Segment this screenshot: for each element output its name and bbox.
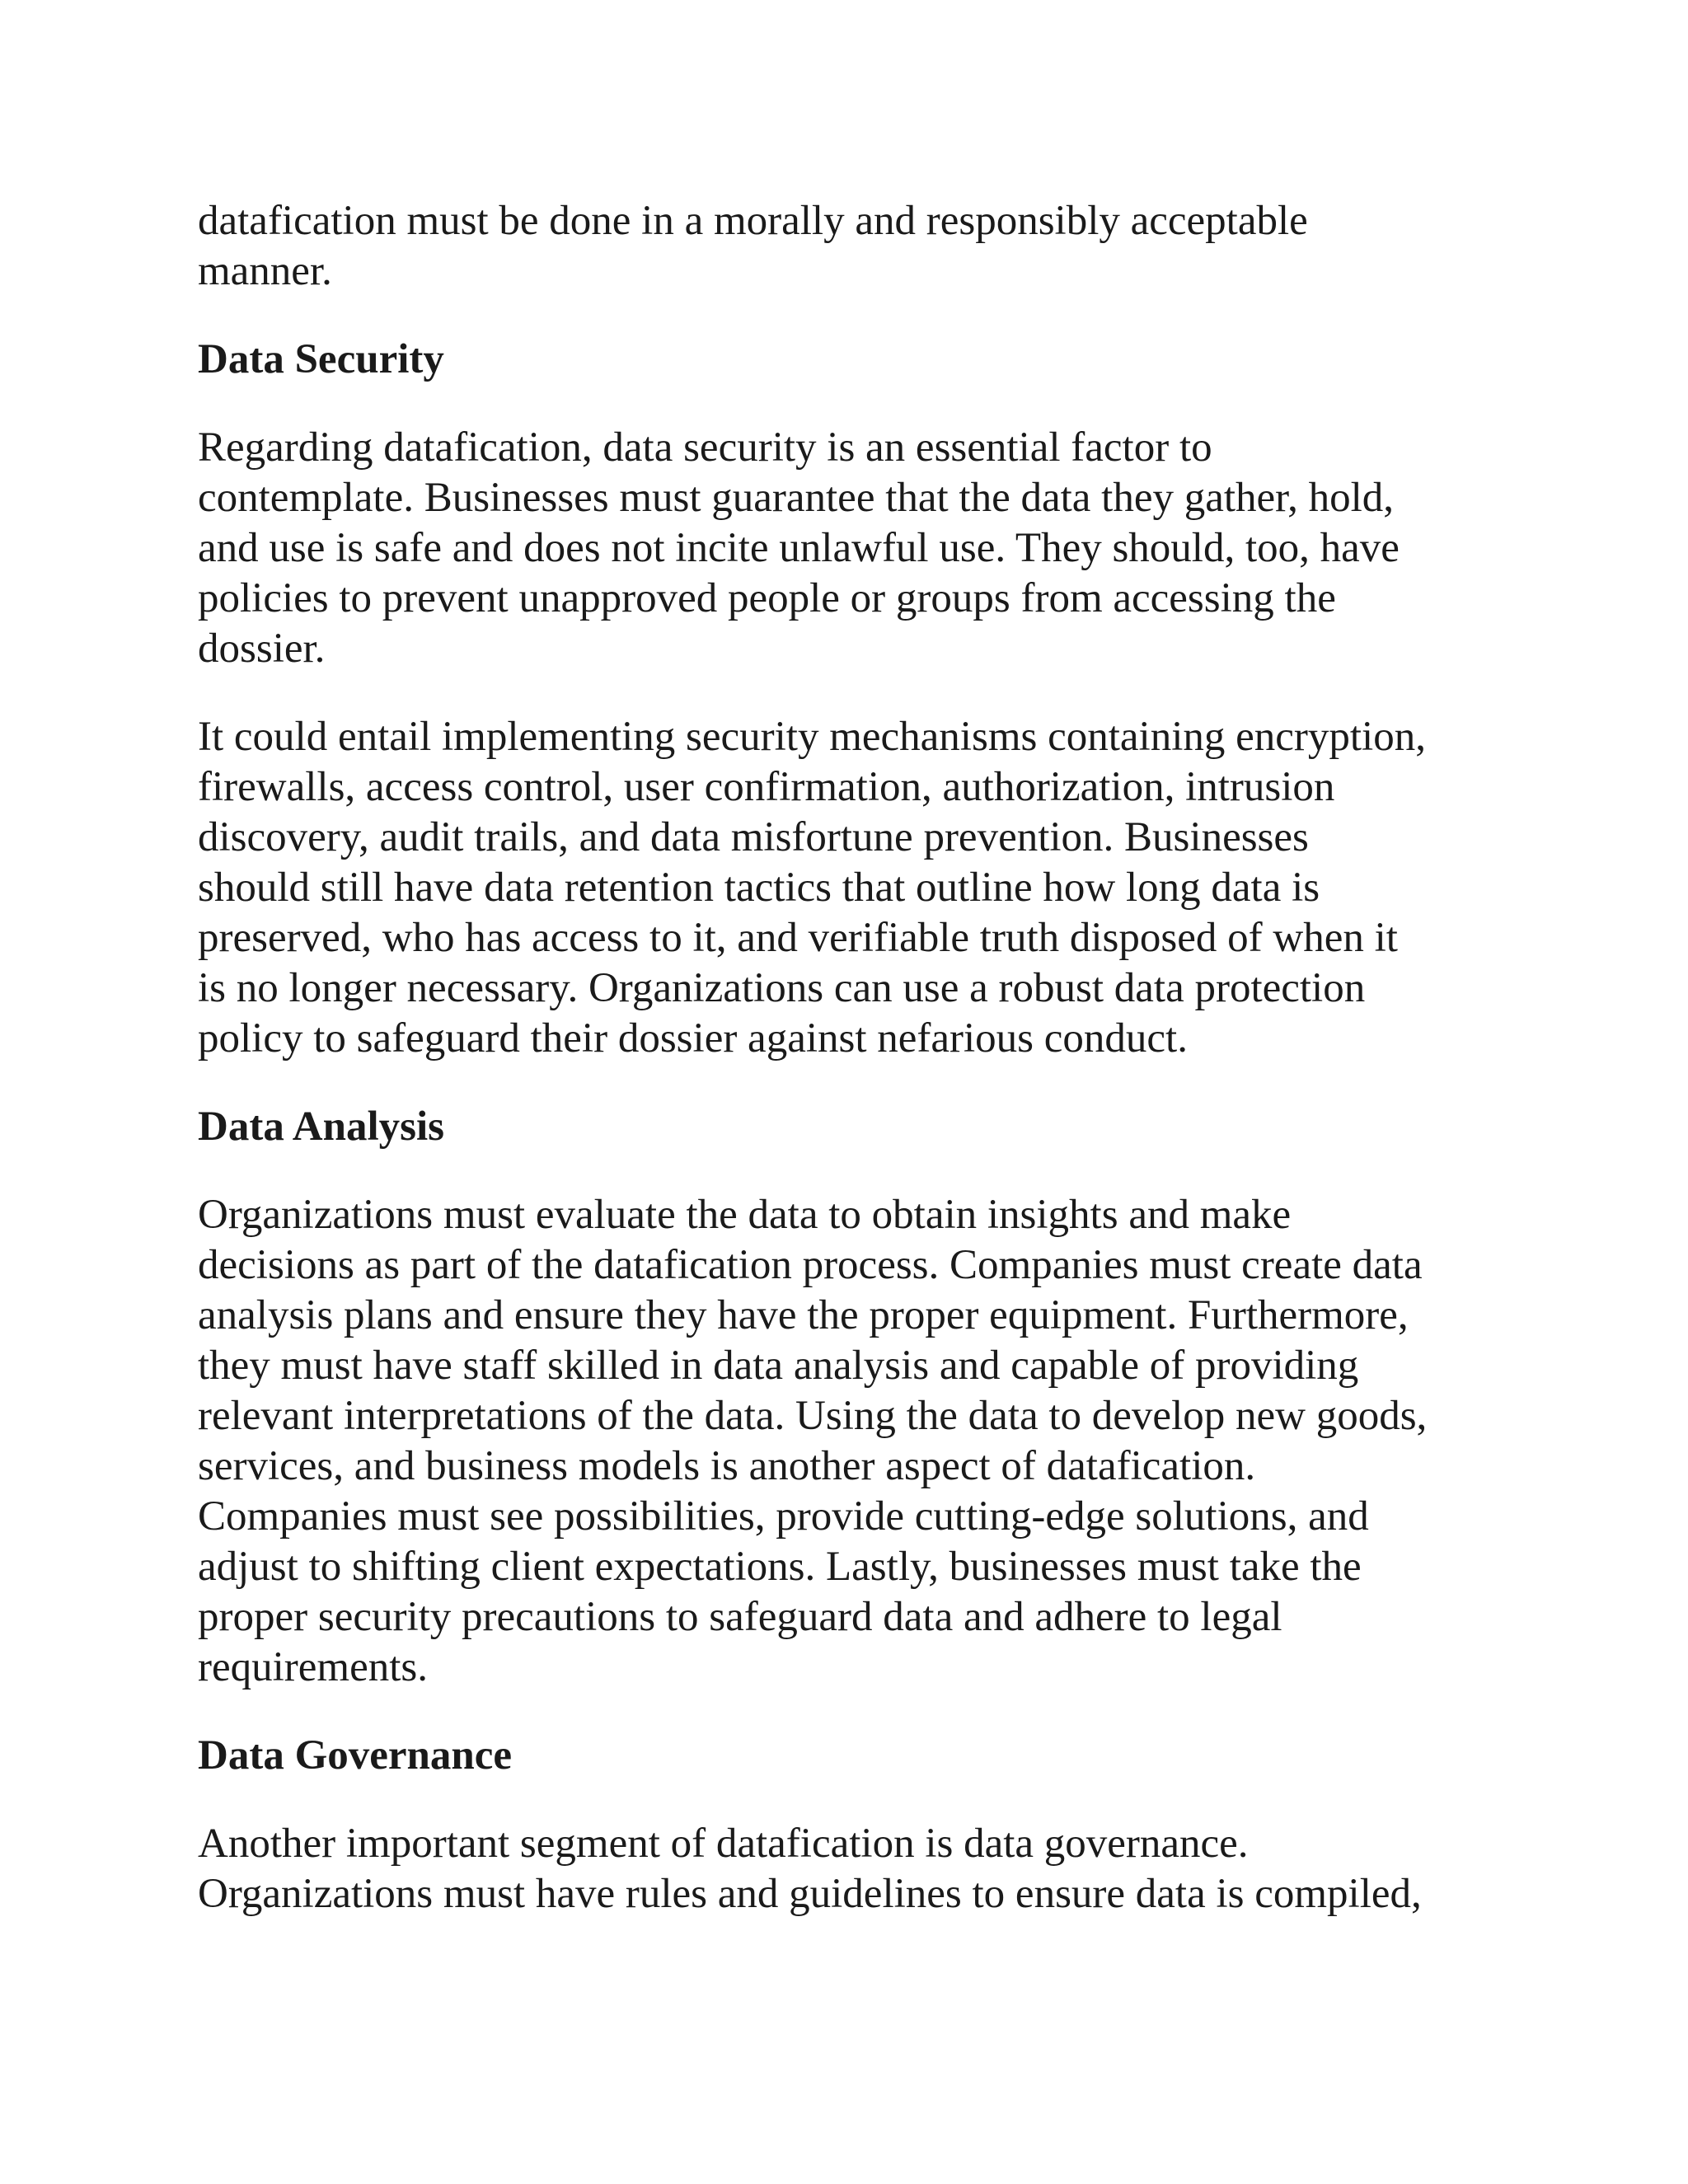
heading-data-governance: Data Governance	[198, 1732, 513, 1779]
paragraph-data-security-1	[198, 423, 1500, 674]
text-line: they must have staff skilled in data analysis and capable of providing	[198, 1343, 1359, 1389]
text-line: dossier.	[198, 626, 326, 672]
text-line: Another important segment of datafication is data governance.	[198, 1821, 1249, 1867]
text-line: Companies must see possibilities, provide cutting-edge solutions, and	[198, 1493, 1369, 1540]
text-line: preserved, who has access to it, and verifiable truth disposed of when it	[198, 915, 1398, 961]
text-line: and use is safe and does not incite unlawful use. They should, too, have	[198, 525, 1400, 571]
text-line: Organizations must evaluate the data to obtain insights and make	[198, 1192, 1292, 1238]
text-line: requirements.	[198, 1644, 428, 1690]
text-line: adjust to shifting client expectations. Lastly, businesses must take the	[198, 1544, 1362, 1590]
paragraph-data-governance	[198, 1819, 1500, 1919]
text-line: discovery, audit trails, and data misfortune prevention. Businesses	[198, 814, 1309, 860]
text-line: Regarding datafication, data security is an essential factor to	[198, 424, 1212, 471]
text-line: firewalls, access control, user confirmation, authorization, intrusion	[198, 764, 1335, 810]
text-line: It could entail implementing security mechanisms containing encryption,	[198, 714, 1426, 760]
text-line: manner.	[198, 248, 332, 294]
text-line: decisions as part of the datafication process. Companies must create data	[198, 1242, 1423, 1288]
text-line: contemplate. Businesses must guarantee that the data they gather, hold,	[198, 475, 1395, 521]
paragraph-intro	[198, 196, 1500, 297]
text-line: policies to prevent unapproved people or groups from accessing the	[198, 575, 1336, 621]
text-line: relevant interpretations of the data. Using the data to develop new goods,	[198, 1393, 1428, 1439]
paragraph-data-analysis	[198, 1190, 1500, 1693]
text-line: is no longer necessary. Organizations can use a robust data protection	[198, 965, 1366, 1011]
text-line: Organizations must have rules and guidelines to ensure data is compiled,	[198, 1871, 1422, 1917]
paragraph-data-security-2	[198, 712, 1500, 1064]
text-line: proper security precautions to safeguard data and adhere to legal	[198, 1594, 1282, 1640]
text-line: services, and business models is another aspect of datafication.	[198, 1443, 1256, 1489]
heading-data-analysis: Data Analysis	[198, 1104, 444, 1150]
text-line: analysis plans and ensure they have the proper equipment. Furthermore,	[198, 1292, 1409, 1338]
text-line: policy to safeguard their dossier against nefarious conduct.	[198, 1015, 1188, 1062]
text-line: datafication must be done in a morally and responsibly acceptable	[198, 198, 1308, 244]
heading-data-security: Data Security	[198, 336, 444, 382]
text-line: should still have data retention tactics that outline how long data is	[198, 865, 1320, 911]
document-body	[198, 196, 1500, 1957]
